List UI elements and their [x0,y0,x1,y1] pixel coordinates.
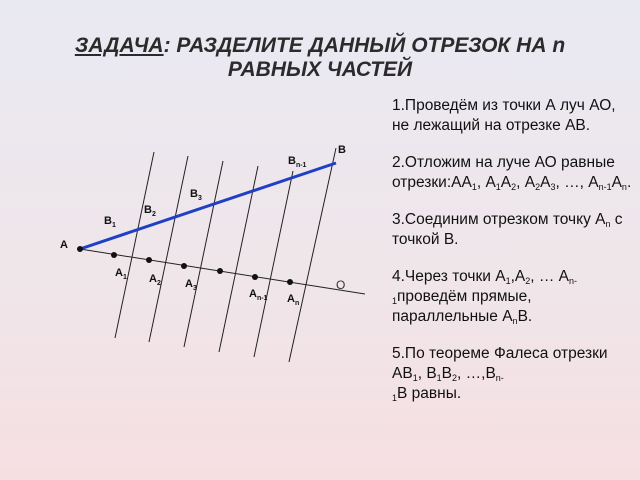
parallel-line-an-b [289,148,336,362]
label-b1: $B_1$ [104,215,116,229]
point-an-1 [217,268,223,274]
label-an: $A_n$ [287,293,300,307]
title-text-1: : РАЗДЕЛИТЕ ДАННЫЙ ОТРЕЗОК НА n [163,34,566,57]
label-a: A [60,239,68,251]
step-1: 1.Проведём из точки А луч АО, не лежащий на отрезке АВ. [392,97,616,134]
segment-ab [80,163,336,249]
point-a2 [146,257,152,263]
steps-list [392,96,632,421]
point-a3 [181,263,187,269]
step-4: 4.Через точки $А_1,А_2$, … $А_{n-1}проведём$ прямые, параллельные $А_nВ$. [392,268,578,326]
label-b3: $B_3$ [190,188,202,202]
step-5: 5.По теореме Фалеса отрезки $АВ_1$, $В_1В_2$, $\dots,В_{n-}$ $_1$В равны. [392,345,608,403]
title-line-2: РАВНЫХ ЧАСТЕЙ [227,58,413,81]
label-b2: $B_2$ [144,204,156,218]
point-an-1b [252,274,258,280]
label-a3: $A_3$ [185,278,197,292]
parallel-line-1 [115,152,154,338]
point-an [287,279,293,285]
point-a1 [111,252,117,258]
label-an-1: $A_{n-1}$ [249,288,268,302]
label-a2: $A_2$ [149,273,161,287]
label-o: O [336,278,346,292]
step-3: 3.Соединим отрезком точку $А_n$ с точкой В. [392,211,623,248]
label-a1: $A_1$ [115,267,127,281]
label-bn-1: $B_{n-1}$ [288,155,307,169]
point-a [77,246,83,252]
parallel-line-2 [149,156,188,342]
title-label: ЗАДАЧА [74,34,164,57]
parallel-line-5 [254,171,293,357]
step-2: 2.Отложим на луче АО равные $отрезки:АА_1$, $А_1А_2$, $А_2А_3$, …, $А_{n-1}А_n$. [392,154,632,192]
parallel-lines [115,148,336,362]
label-b: B [338,144,346,156]
parallel-line-4 [219,166,258,352]
